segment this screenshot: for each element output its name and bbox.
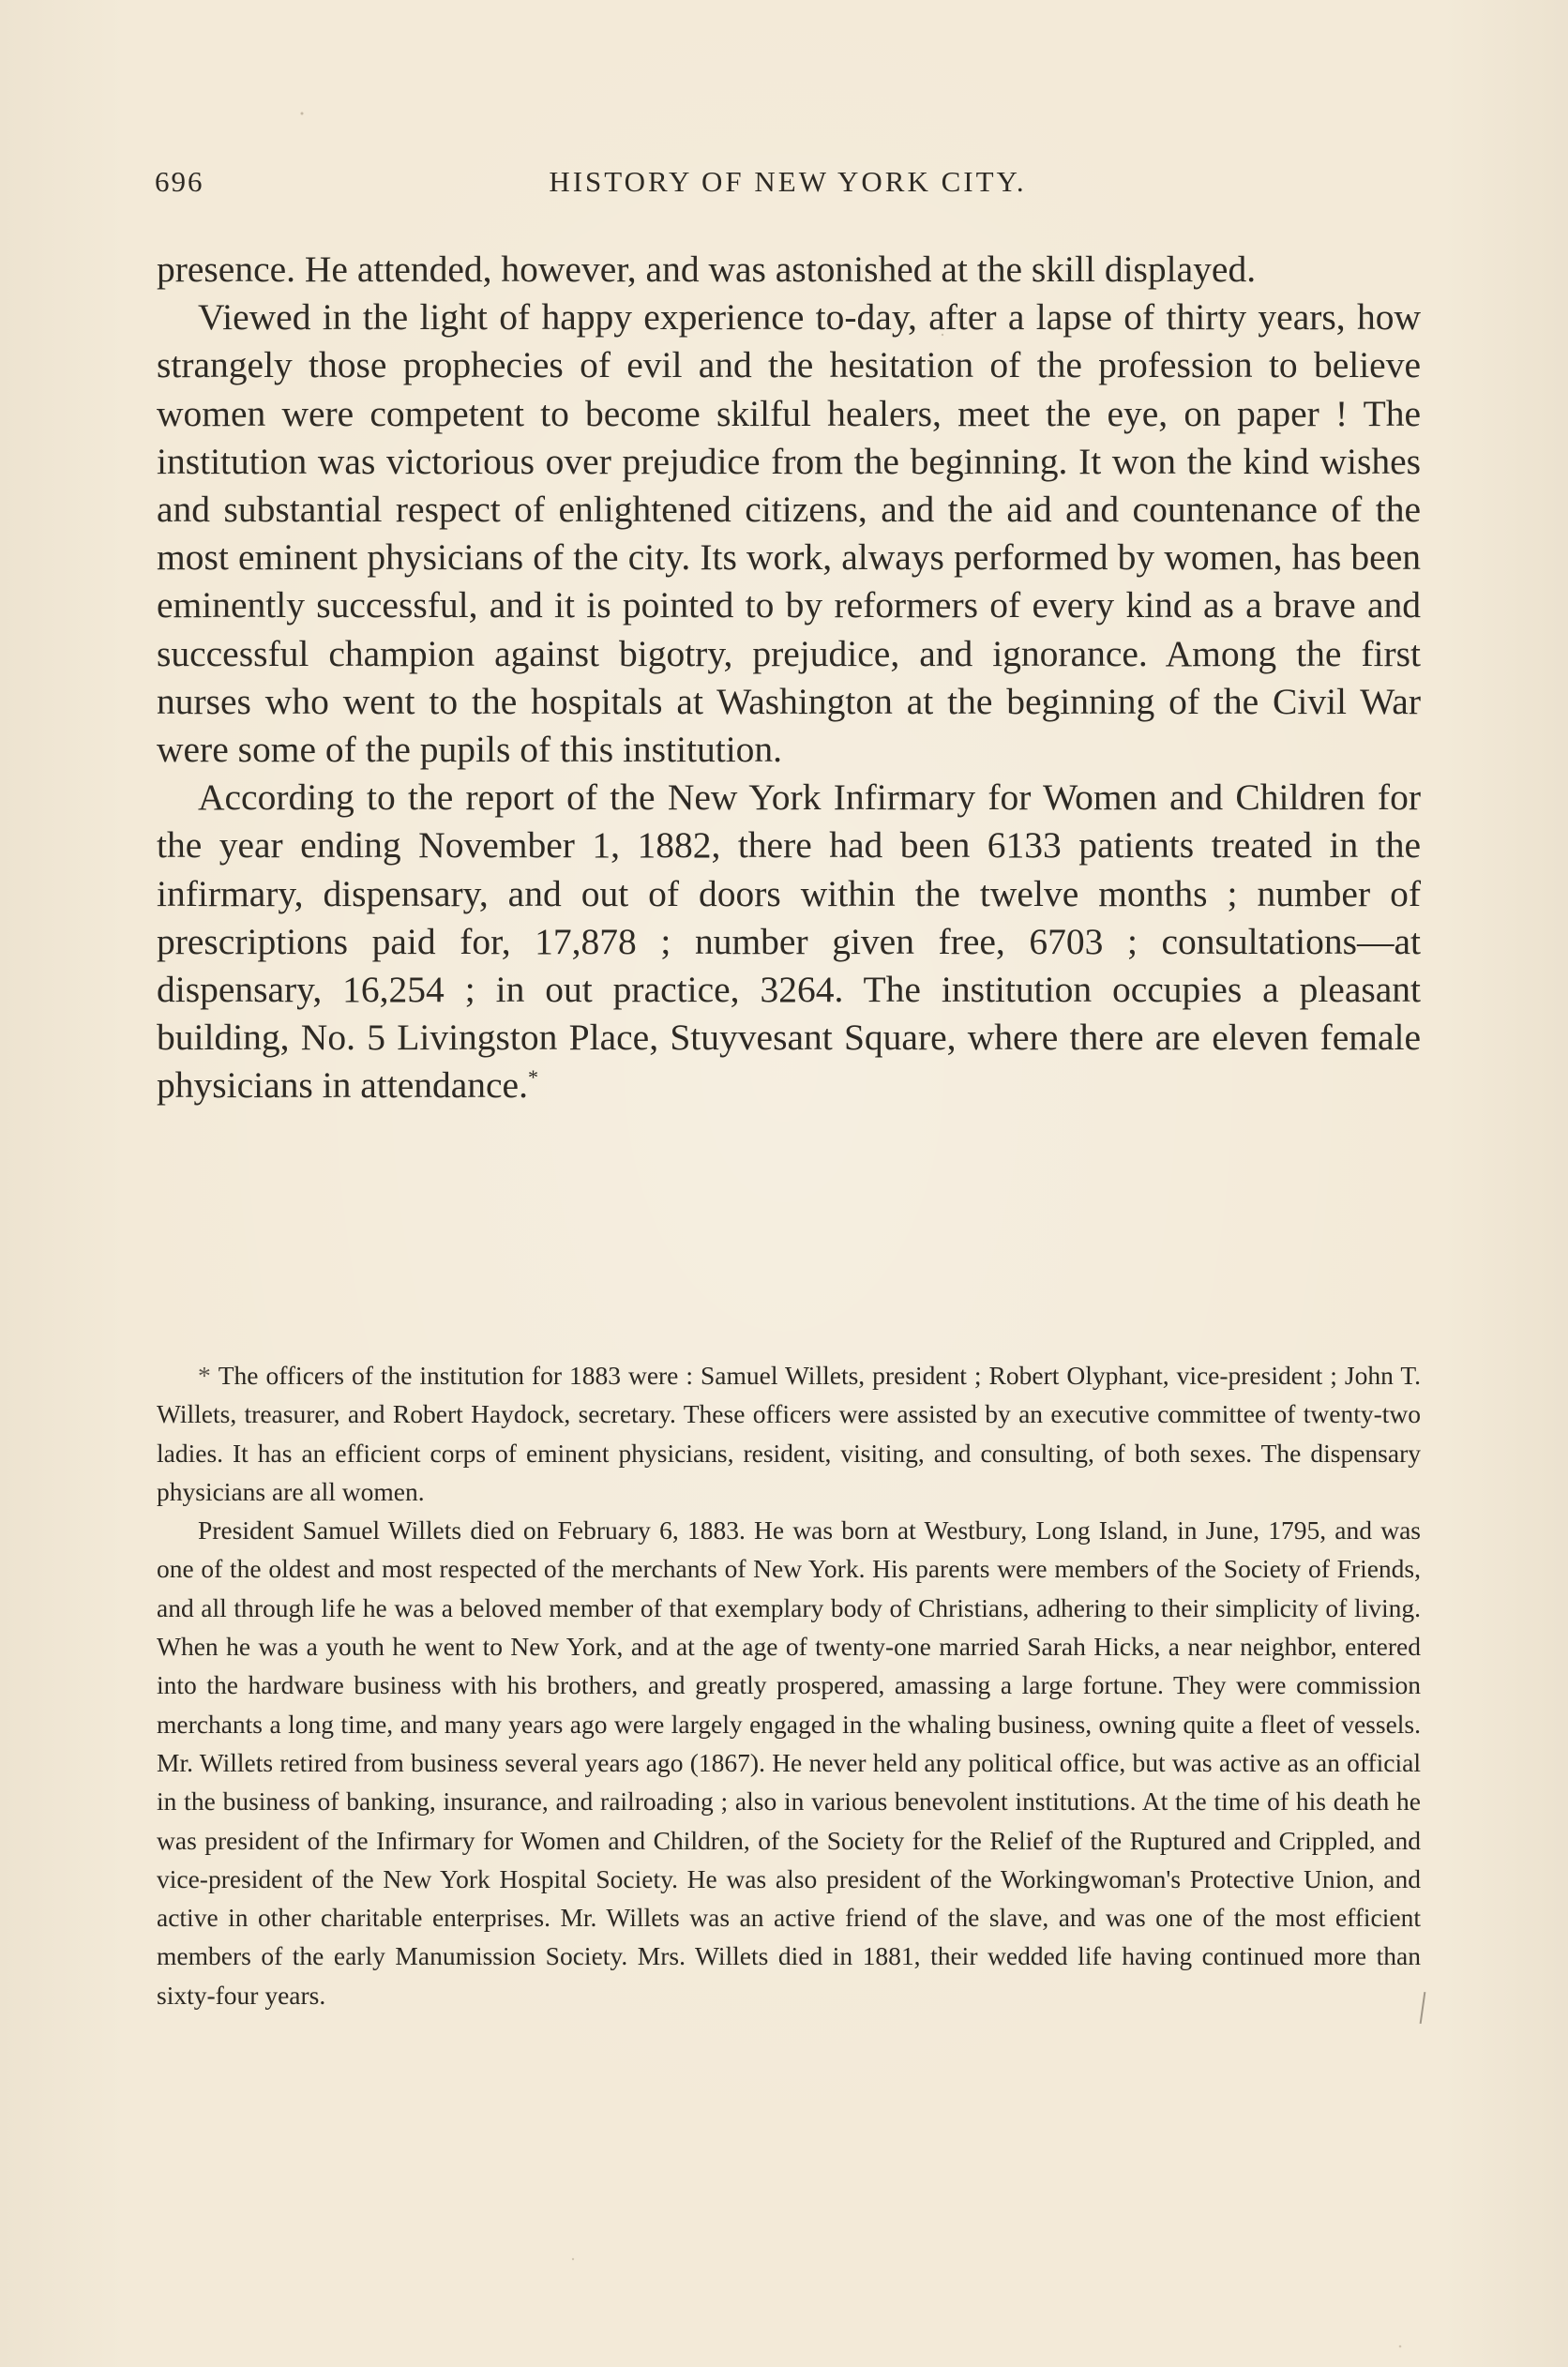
footnote-mark: * <box>198 1361 211 1390</box>
footnotes <box>157 1356 1421 2014</box>
footnote-officers-text: The officers of the institution for 1883 were : Samuel Willets, president ; Robert Olyphant, vice-president ; John T. Willets, treasurer, and Robert Haydock, secretary. These officers were assisted by an executive committee of twenty-two ladies. It has an efficient corps of eminent physicians, resident, visiting, and consulting, of both sexes. The dispensary physicians are all women. <box>157 1361 1421 1506</box>
paragraph-viewed: Viewed in the light of happy experience to-day, after a lapse of thirty years, how strangely those prophecies of evil and the hesitation of the profession to believe women were competent to become skilful healers, meet the eye, on paper ! The institution was victorious over prejudice from the beginning. It won the kind wishes and substantial respect of enlightened citizens, and the aid and countenance of the most eminent physicians of the city. Its work, always performed by women, has been eminently successful, and it is pointed to by reformers of every kind as a brave and successful champion against bigotry, prejudice, and ignorance. Among the first nurses who went to the hospitals at Washington at the beginning of the Civil War were some of the pupils of this institution. <box>157 296 1421 771</box>
paragraph-continuation: presence. He attended, however, and was astonished at the skill displayed. <box>157 249 1257 290</box>
main-text <box>157 246 1421 1110</box>
speck <box>301 113 304 115</box>
paragraph-report <box>157 774 1421 1109</box>
running-head: HISTORY OF NEW YORK CITY. <box>549 165 1027 198</box>
page-header <box>155 165 1421 206</box>
speck <box>1399 2345 1402 2348</box>
footnote-officers <box>157 1356 1421 1511</box>
speck <box>572 2258 574 2260</box>
paragraph-report-text: According to the report of the New York Infirmary for Women and Children for the year ending November 1, 1882, there had been 6133 patients treated in the infirmary, dispensary, and out of doors within the twelve months ; number of prescriptions paid for, 17,878 ; number given free, 6703 ; consultations—at dispensary, 16,254 ; in out practice, 3264. The institution occupies a pleasant building, No. 5 Livingston Place, Stuyvesant Square, where there are eleven female physicians in attendance. <box>157 776 1421 1107</box>
page-number: 696 <box>155 165 204 198</box>
footnote-biography: President Samuel Willets died on February 6, 1883. He was born at Westbury, Long Island, in June, 1795, and was one of the oldest and most respected of the merchants of New York. His parents were members of the Society of Friends, and all through life he was a beloved member of that exemplary body of Christians, adhering to their simplicity of living. When he was a youth he went to New York, and at the age of twenty-one married Sarah Hicks, a near neighbor, entered into the hardware business with his brothers, and greatly prospered, amassing a large fortune. They were commission merchants a long time, and many years ago were largely engaged in the whaling business, owning quite a fleet of vessels. Mr. Willets retired from business several years ago (1867). He never held any political office, but was active as an official in the business of banking, insurance, and railroading ; also in various benevolent institutions. At the time of his death he was president of the Infirmary for Women and Children, of the Society for the Relief of the Ruptured and Crippled, and vice-president of the New York Hospital Society. He was also president of the Workingwoman's Protective Union, and active in other charitable enterprises. Mr. Willets was an active friend of the slave, and was one of the most efficient members of the early Manumission Society. Mrs. Willets died in 1881, their wedded life having continued more than sixty-four years. <box>157 1515 1421 2010</box>
footnote-reference: * <box>527 1065 538 1090</box>
